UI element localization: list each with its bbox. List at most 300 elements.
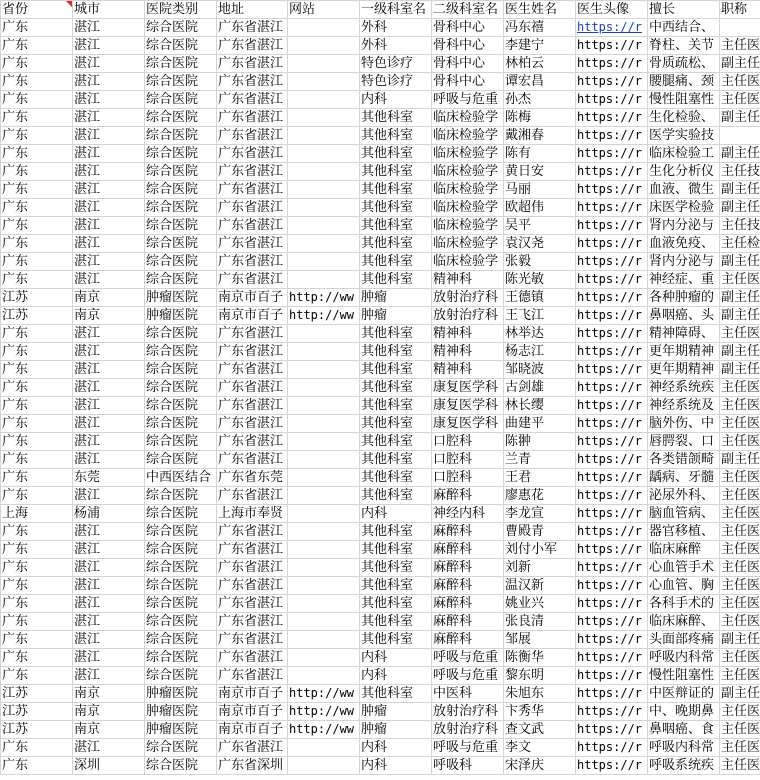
table-cell[interactable] bbox=[217, 109, 288, 127]
table-cell[interactable] bbox=[504, 379, 576, 397]
table-cell[interactable] bbox=[360, 487, 432, 505]
table-cell[interactable] bbox=[648, 37, 720, 55]
table-cell[interactable] bbox=[720, 91, 760, 109]
table-cell[interactable] bbox=[360, 253, 432, 271]
table-cell[interactable] bbox=[648, 685, 720, 703]
table-cell[interactable] bbox=[288, 505, 360, 523]
table-cell[interactable] bbox=[720, 613, 760, 631]
column-header-cell[interactable] bbox=[360, 1, 432, 19]
table-cell[interactable] bbox=[504, 217, 576, 235]
table-cell[interactable] bbox=[145, 739, 217, 757]
table-cell[interactable] bbox=[720, 109, 760, 127]
column-header-cell[interactable] bbox=[73, 1, 145, 19]
table-cell[interactable] bbox=[1, 361, 73, 379]
table-cell[interactable] bbox=[576, 361, 648, 379]
table-cell[interactable] bbox=[217, 541, 288, 559]
table-cell[interactable] bbox=[648, 19, 720, 37]
table-cell[interactable] bbox=[576, 289, 648, 307]
table-cell[interactable] bbox=[720, 181, 760, 199]
table-cell[interactable] bbox=[145, 541, 217, 559]
table-cell[interactable] bbox=[73, 667, 145, 685]
table-cell[interactable] bbox=[288, 235, 360, 253]
table-cell[interactable] bbox=[576, 541, 648, 559]
table-cell[interactable] bbox=[217, 523, 288, 541]
table-cell[interactable] bbox=[217, 253, 288, 271]
table-cell[interactable] bbox=[720, 739, 760, 757]
table-cell[interactable] bbox=[720, 685, 760, 703]
table-cell[interactable] bbox=[288, 289, 360, 307]
table-cell[interactable] bbox=[432, 685, 504, 703]
table-cell[interactable] bbox=[288, 55, 360, 73]
table-cell[interactable] bbox=[504, 541, 576, 559]
table-cell[interactable] bbox=[432, 181, 504, 199]
table-cell[interactable] bbox=[288, 379, 360, 397]
table-cell[interactable] bbox=[648, 343, 720, 361]
table-cell[interactable] bbox=[360, 73, 432, 91]
table-cell[interactable] bbox=[73, 685, 145, 703]
table-cell[interactable] bbox=[145, 181, 217, 199]
table-cell[interactable] bbox=[432, 649, 504, 667]
table-cell[interactable] bbox=[432, 109, 504, 127]
column-header-cell[interactable] bbox=[648, 1, 720, 19]
table-cell[interactable] bbox=[504, 667, 576, 685]
table-cell[interactable] bbox=[288, 757, 360, 775]
table-cell[interactable] bbox=[648, 739, 720, 757]
table-cell[interactable] bbox=[504, 307, 576, 325]
table-cell[interactable] bbox=[145, 523, 217, 541]
table-cell[interactable] bbox=[648, 181, 720, 199]
table-cell[interactable] bbox=[1, 235, 73, 253]
table-cell[interactable] bbox=[504, 649, 576, 667]
table-cell[interactable] bbox=[576, 181, 648, 199]
table-cell[interactable] bbox=[73, 523, 145, 541]
table-cell[interactable] bbox=[648, 127, 720, 145]
table-cell[interactable] bbox=[145, 433, 217, 451]
table-cell[interactable] bbox=[288, 361, 360, 379]
table-cell[interactable] bbox=[504, 739, 576, 757]
table-cell[interactable] bbox=[648, 703, 720, 721]
table-cell[interactable] bbox=[720, 235, 760, 253]
table-cell[interactable] bbox=[576, 649, 648, 667]
table-cell[interactable] bbox=[1, 703, 73, 721]
table-cell[interactable] bbox=[720, 199, 760, 217]
table-cell[interactable] bbox=[288, 163, 360, 181]
table-cell[interactable] bbox=[1, 91, 73, 109]
table-cell[interactable] bbox=[288, 613, 360, 631]
table-cell[interactable] bbox=[145, 469, 217, 487]
table-cell[interactable] bbox=[648, 415, 720, 433]
table-cell[interactable] bbox=[73, 73, 145, 91]
table-cell[interactable] bbox=[720, 253, 760, 271]
table-cell[interactable] bbox=[504, 523, 576, 541]
table-cell[interactable] bbox=[432, 703, 504, 721]
table-cell[interactable] bbox=[145, 667, 217, 685]
table-cell[interactable] bbox=[576, 487, 648, 505]
table-cell[interactable] bbox=[288, 433, 360, 451]
table-cell[interactable] bbox=[145, 37, 217, 55]
table-cell[interactable] bbox=[217, 307, 288, 325]
table-cell[interactable] bbox=[576, 703, 648, 721]
table-cell[interactable] bbox=[1, 343, 73, 361]
table-cell[interactable] bbox=[576, 109, 648, 127]
table-cell[interactable] bbox=[432, 487, 504, 505]
table-cell[interactable] bbox=[145, 55, 217, 73]
table-cell[interactable] bbox=[648, 559, 720, 577]
table-cell[interactable] bbox=[73, 757, 145, 775]
table-cell[interactable] bbox=[288, 487, 360, 505]
table-cell[interactable] bbox=[145, 757, 217, 775]
table-cell[interactable] bbox=[576, 379, 648, 397]
table-cell[interactable] bbox=[217, 469, 288, 487]
table-cell[interactable] bbox=[720, 55, 760, 73]
table-cell[interactable] bbox=[432, 163, 504, 181]
table-cell[interactable] bbox=[648, 649, 720, 667]
table-cell[interactable] bbox=[720, 325, 760, 343]
table-cell[interactable] bbox=[360, 451, 432, 469]
table-cell[interactable] bbox=[648, 307, 720, 325]
table-cell[interactable] bbox=[73, 487, 145, 505]
table-cell[interactable] bbox=[288, 559, 360, 577]
table-cell[interactable] bbox=[73, 631, 145, 649]
table-cell[interactable] bbox=[73, 343, 145, 361]
table-cell[interactable] bbox=[145, 253, 217, 271]
table-cell[interactable] bbox=[576, 37, 648, 55]
table-cell[interactable] bbox=[504, 253, 576, 271]
table-cell[interactable] bbox=[73, 433, 145, 451]
table-cell[interactable] bbox=[576, 739, 648, 757]
table-cell[interactable] bbox=[73, 703, 145, 721]
table-cell[interactable] bbox=[217, 649, 288, 667]
table-cell[interactable] bbox=[576, 235, 648, 253]
table-cell[interactable] bbox=[504, 559, 576, 577]
table-cell[interactable] bbox=[145, 217, 217, 235]
table-cell[interactable] bbox=[432, 361, 504, 379]
table-cell[interactable] bbox=[720, 541, 760, 559]
table-cell[interactable] bbox=[432, 469, 504, 487]
table-cell[interactable] bbox=[360, 649, 432, 667]
table-cell[interactable] bbox=[288, 469, 360, 487]
table-cell[interactable] bbox=[73, 145, 145, 163]
table-cell[interactable] bbox=[217, 199, 288, 217]
table-cell[interactable] bbox=[217, 235, 288, 253]
table-cell[interactable] bbox=[1, 433, 73, 451]
table-cell[interactable] bbox=[1, 577, 73, 595]
table-cell[interactable] bbox=[288, 271, 360, 289]
table-cell[interactable] bbox=[504, 397, 576, 415]
table-cell[interactable] bbox=[720, 415, 760, 433]
table-cell[interactable] bbox=[145, 109, 217, 127]
table-cell[interactable] bbox=[73, 469, 145, 487]
table-cell[interactable] bbox=[360, 667, 432, 685]
table-cell[interactable] bbox=[73, 271, 145, 289]
table-cell[interactable] bbox=[217, 55, 288, 73]
table-cell[interactable] bbox=[145, 613, 217, 631]
table-cell[interactable] bbox=[432, 343, 504, 361]
table-cell[interactable] bbox=[145, 685, 217, 703]
table-cell[interactable] bbox=[648, 271, 720, 289]
table-cell[interactable] bbox=[432, 595, 504, 613]
table-cell[interactable] bbox=[360, 505, 432, 523]
table-cell[interactable] bbox=[1, 739, 73, 757]
table-cell[interactable] bbox=[720, 145, 760, 163]
table-cell[interactable] bbox=[217, 487, 288, 505]
table-cell[interactable] bbox=[504, 451, 576, 469]
table-cell[interactable] bbox=[360, 325, 432, 343]
table-cell[interactable] bbox=[360, 631, 432, 649]
table-cell[interactable] bbox=[145, 325, 217, 343]
table-cell[interactable] bbox=[145, 127, 217, 145]
table-cell[interactable] bbox=[504, 73, 576, 91]
table-cell[interactable] bbox=[720, 307, 760, 325]
table-cell[interactable] bbox=[288, 19, 360, 37]
table-cell[interactable] bbox=[288, 649, 360, 667]
table-cell[interactable] bbox=[217, 505, 288, 523]
comment-indicator-icon[interactable] bbox=[66, 1, 72, 7]
table-cell[interactable] bbox=[504, 433, 576, 451]
table-cell[interactable] bbox=[1, 397, 73, 415]
table-cell[interactable] bbox=[504, 181, 576, 199]
table-cell[interactable] bbox=[720, 559, 760, 577]
table-cell[interactable] bbox=[1, 379, 73, 397]
table-cell[interactable] bbox=[288, 595, 360, 613]
table-cell[interactable] bbox=[73, 235, 145, 253]
table-cell[interactable] bbox=[432, 217, 504, 235]
table-cell[interactable] bbox=[73, 199, 145, 217]
table-cell[interactable] bbox=[432, 451, 504, 469]
table-cell[interactable] bbox=[73, 739, 145, 757]
table-cell[interactable] bbox=[73, 37, 145, 55]
table-cell[interactable] bbox=[145, 145, 217, 163]
table-cell[interactable] bbox=[1, 181, 73, 199]
table-cell[interactable] bbox=[217, 631, 288, 649]
table-cell[interactable] bbox=[1, 595, 73, 613]
table-cell[interactable] bbox=[360, 523, 432, 541]
table-cell[interactable] bbox=[217, 703, 288, 721]
table-cell[interactable] bbox=[504, 289, 576, 307]
table-cell[interactable] bbox=[432, 19, 504, 37]
table-cell[interactable] bbox=[576, 199, 648, 217]
table-cell[interactable] bbox=[576, 667, 648, 685]
table-cell[interactable] bbox=[504, 37, 576, 55]
table-cell[interactable] bbox=[288, 73, 360, 91]
table-cell[interactable] bbox=[73, 361, 145, 379]
table-cell[interactable] bbox=[360, 559, 432, 577]
table-cell[interactable] bbox=[576, 343, 648, 361]
table-cell[interactable] bbox=[1, 487, 73, 505]
table-cell[interactable] bbox=[1, 523, 73, 541]
table-cell[interactable] bbox=[648, 145, 720, 163]
table-cell[interactable] bbox=[576, 19, 648, 37]
table-cell[interactable] bbox=[288, 721, 360, 739]
table-cell[interactable] bbox=[648, 433, 720, 451]
table-cell[interactable] bbox=[360, 127, 432, 145]
table-cell[interactable] bbox=[1, 109, 73, 127]
table-cell[interactable] bbox=[73, 91, 145, 109]
table-cell[interactable] bbox=[217, 163, 288, 181]
table-cell[interactable] bbox=[576, 55, 648, 73]
table-cell[interactable] bbox=[288, 217, 360, 235]
table-cell[interactable] bbox=[576, 433, 648, 451]
table-cell[interactable] bbox=[432, 433, 504, 451]
table-cell[interactable] bbox=[1, 415, 73, 433]
table-cell[interactable] bbox=[360, 739, 432, 757]
table-cell[interactable] bbox=[720, 217, 760, 235]
table-cell[interactable] bbox=[504, 109, 576, 127]
table-cell[interactable] bbox=[720, 631, 760, 649]
table-cell[interactable] bbox=[504, 721, 576, 739]
table-cell[interactable] bbox=[217, 91, 288, 109]
table-cell[interactable] bbox=[288, 127, 360, 145]
table-cell[interactable] bbox=[288, 91, 360, 109]
table-cell[interactable] bbox=[217, 397, 288, 415]
table-cell[interactable] bbox=[504, 703, 576, 721]
table-cell[interactable] bbox=[504, 595, 576, 613]
table-cell[interactable] bbox=[217, 217, 288, 235]
table-cell[interactable] bbox=[504, 613, 576, 631]
table-cell[interactable] bbox=[360, 109, 432, 127]
table-cell[interactable] bbox=[432, 523, 504, 541]
table-cell[interactable] bbox=[288, 451, 360, 469]
table-cell[interactable] bbox=[288, 541, 360, 559]
table-cell[interactable] bbox=[1, 253, 73, 271]
table-cell[interactable] bbox=[145, 19, 217, 37]
table-cell[interactable] bbox=[360, 37, 432, 55]
table-cell[interactable] bbox=[360, 757, 432, 775]
table-cell[interactable] bbox=[288, 667, 360, 685]
table-cell[interactable] bbox=[648, 757, 720, 775]
table-cell[interactable] bbox=[73, 415, 145, 433]
table-cell[interactable] bbox=[720, 757, 760, 775]
table-cell[interactable] bbox=[576, 685, 648, 703]
table-cell[interactable] bbox=[288, 415, 360, 433]
table-cell[interactable] bbox=[288, 253, 360, 271]
table-cell[interactable] bbox=[145, 235, 217, 253]
table-cell[interactable] bbox=[360, 199, 432, 217]
table-cell[interactable] bbox=[648, 199, 720, 217]
table-cell[interactable] bbox=[1, 307, 73, 325]
table-cell[interactable] bbox=[73, 379, 145, 397]
table-cell[interactable] bbox=[576, 127, 648, 145]
table-cell[interactable] bbox=[648, 253, 720, 271]
table-cell[interactable] bbox=[504, 685, 576, 703]
table-cell[interactable] bbox=[720, 451, 760, 469]
table-cell[interactable] bbox=[720, 127, 760, 145]
table-cell[interactable] bbox=[145, 415, 217, 433]
table-cell[interactable] bbox=[145, 487, 217, 505]
column-header-cell[interactable] bbox=[576, 1, 648, 19]
table-cell[interactable] bbox=[217, 559, 288, 577]
column-header-cell[interactable] bbox=[720, 1, 760, 19]
table-cell[interactable] bbox=[432, 91, 504, 109]
table-cell[interactable] bbox=[217, 145, 288, 163]
table-cell[interactable] bbox=[576, 91, 648, 109]
table-cell[interactable] bbox=[217, 19, 288, 37]
table-cell[interactable] bbox=[73, 541, 145, 559]
table-cell[interactable] bbox=[1, 685, 73, 703]
table-cell[interactable] bbox=[73, 721, 145, 739]
table-cell[interactable] bbox=[504, 469, 576, 487]
table-cell[interactable] bbox=[217, 595, 288, 613]
table-cell[interactable] bbox=[217, 73, 288, 91]
table-cell[interactable] bbox=[73, 451, 145, 469]
table-cell[interactable] bbox=[432, 37, 504, 55]
table-cell[interactable] bbox=[432, 541, 504, 559]
table-cell[interactable] bbox=[360, 595, 432, 613]
table-cell[interactable] bbox=[360, 289, 432, 307]
table-cell[interactable] bbox=[217, 361, 288, 379]
table-cell[interactable] bbox=[360, 91, 432, 109]
table-cell[interactable] bbox=[73, 307, 145, 325]
table-cell[interactable] bbox=[720, 577, 760, 595]
table-cell[interactable] bbox=[648, 469, 720, 487]
table-cell[interactable] bbox=[360, 307, 432, 325]
table-cell[interactable] bbox=[576, 631, 648, 649]
table-cell[interactable] bbox=[360, 217, 432, 235]
table-cell[interactable] bbox=[217, 325, 288, 343]
column-header-cell[interactable] bbox=[217, 1, 288, 19]
table-cell[interactable] bbox=[360, 703, 432, 721]
table-cell[interactable] bbox=[217, 451, 288, 469]
table-cell[interactable] bbox=[145, 505, 217, 523]
table-cell[interactable] bbox=[1, 757, 73, 775]
table-cell[interactable] bbox=[648, 631, 720, 649]
table-cell[interactable] bbox=[648, 217, 720, 235]
table-cell[interactable] bbox=[432, 379, 504, 397]
table-cell[interactable] bbox=[288, 181, 360, 199]
table-cell[interactable] bbox=[288, 145, 360, 163]
table-cell[interactable] bbox=[145, 595, 217, 613]
table-cell[interactable] bbox=[432, 289, 504, 307]
table-cell[interactable] bbox=[288, 739, 360, 757]
table-cell[interactable] bbox=[648, 487, 720, 505]
table-cell[interactable] bbox=[576, 73, 648, 91]
table-cell[interactable] bbox=[648, 523, 720, 541]
table-cell[interactable] bbox=[73, 577, 145, 595]
table-cell[interactable] bbox=[288, 577, 360, 595]
table-cell[interactable] bbox=[288, 523, 360, 541]
table-cell[interactable] bbox=[720, 703, 760, 721]
column-header-cell[interactable] bbox=[145, 1, 217, 19]
table-cell[interactable] bbox=[720, 667, 760, 685]
table-cell[interactable] bbox=[648, 289, 720, 307]
table-cell[interactable] bbox=[145, 343, 217, 361]
table-cell[interactable] bbox=[648, 163, 720, 181]
table-cell[interactable] bbox=[720, 361, 760, 379]
table-cell[interactable] bbox=[432, 325, 504, 343]
table-cell[interactable] bbox=[288, 685, 360, 703]
table-cell[interactable] bbox=[432, 55, 504, 73]
table-cell[interactable] bbox=[288, 325, 360, 343]
table-cell[interactable] bbox=[360, 271, 432, 289]
table-cell[interactable] bbox=[432, 235, 504, 253]
table-cell[interactable] bbox=[432, 397, 504, 415]
column-header-cell[interactable] bbox=[432, 1, 504, 19]
table-cell[interactable] bbox=[720, 649, 760, 667]
table-cell[interactable] bbox=[360, 685, 432, 703]
table-cell[interactable] bbox=[504, 343, 576, 361]
table-cell[interactable] bbox=[217, 667, 288, 685]
table-cell[interactable] bbox=[145, 73, 217, 91]
table-cell[interactable] bbox=[576, 271, 648, 289]
table-cell[interactable] bbox=[720, 271, 760, 289]
table-cell[interactable] bbox=[720, 487, 760, 505]
table-cell[interactable] bbox=[720, 73, 760, 91]
table-cell[interactable] bbox=[720, 379, 760, 397]
table-cell[interactable] bbox=[432, 271, 504, 289]
table-cell[interactable] bbox=[648, 577, 720, 595]
table-cell[interactable] bbox=[288, 37, 360, 55]
table-cell[interactable] bbox=[1, 127, 73, 145]
